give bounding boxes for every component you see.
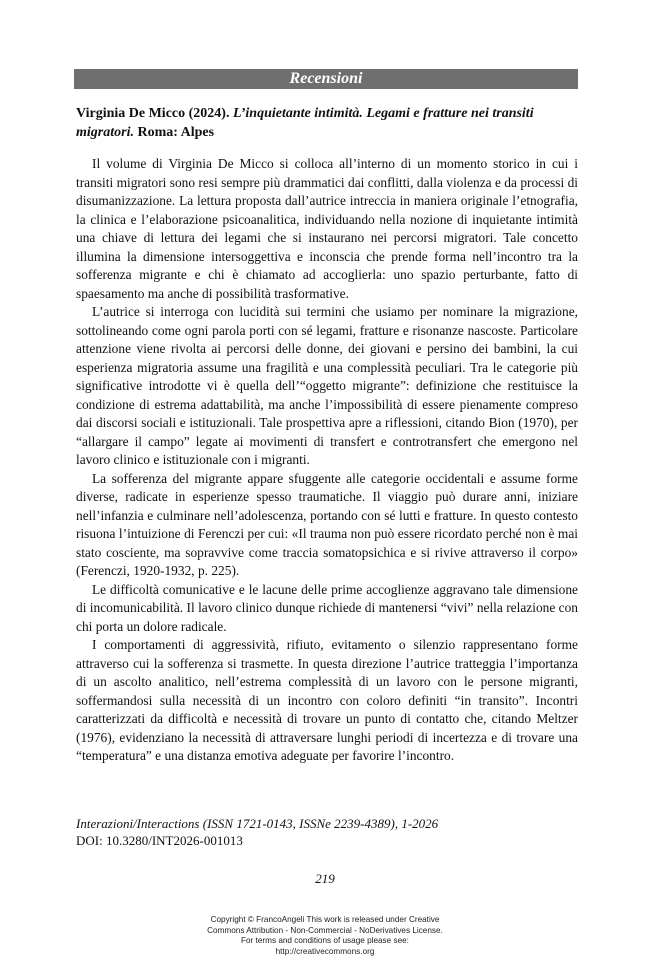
paragraph: La sofferenza del migrante appare sfuggente alle categorie occidentali e assume forme diverse, radicate in esperienze spesso traumatiche. Il viaggio può durare anni, iniziare nell’infanzia e culminare nell’adolescenza, portando con sé lutti e fratture. In questo contesto risuona l’intuizione di Ferenczi per cui: «Il trauma non può essere ricordato perché non è mai stato cosciente, ma sopravvive come traccia somatopsichica e si rivive attraverso il corpo» (Ferenczi, 1920-1932, p. 225).	[76, 470, 578, 578]
license-line: Commons Attribution - Non-Commercial - NoDerivatives License.	[207, 925, 443, 935]
book-publisher: Roma: Alpes	[137, 125, 215, 140]
book-author: Virginia De Micco (2024).	[76, 106, 230, 121]
section-label: Recensioni	[289, 70, 363, 87]
review-heading	[76, 104, 576, 142]
paragraph: L’autrice si interroga con lucidità sui termini che usiamo per nominare la migrazione, sottolineando come ogni parola porti con sé legami, fratture e risonanze nascoste. Particolare attenzione viene rivolta ai percorsi delle donne, dei giovani e persino dei bambini, la cui esperienza migratoria assume una fragilità e una complessità peculiari. Tra le categorie più significative introdotte vi è quella dell’“oggetto migrante”: definizione che restituisce la condizione di estrema adattabilità, ma anche l’impossibilità di essere pienamente compreso dai discorsi sociali e istituzionali. Tale prospettiva apre a riflessioni, citando Bion (1970), per “allargare il campo” legate ai movimenti di transfert e controtransfert che emergono nel lavoro clinico e istituzionale con i migranti.	[76, 304, 578, 467]
paragraph: Il volume di Virginia De Micco si colloca all’interno di un momento storico in cui i transiti migratori sono resi sempre più drammatici dai conflitti, dalla violenza e da processi di disumanizzazione. La lettura proposta dall’autrice intreccia in maniera originale l’etnografia, la clinica e l’elaborazione psicoanalitica, individuando nella nozione di inquietante intimità una chiave di lettura dei legami che si instaurano nei percorsi migratori. Tale concetto illumina la dimensione intersoggettiva e inconscia che prende forma nell’incontro tra la sofferenza migrante e chi è chiamato ad accoglierla: uno spazio perturbante, fatto di spaesamento ma anche di possibilità trasformative.	[76, 156, 578, 301]
paragraph: I comportamenti di aggressività, rifiuto, evitamento o silenzio rappresentano forme attraverso cui la sofferenza si trasmette. In questa direzione l’autrice tratteggia l’importanza di un ascolto analitico, nell’estrema complessità di un lavoro con le persone migranti, soffermandosi sulla necessità di un incontro con coloro definiti “in transito”. Incontri caratterizzati da difficoltà e necessità di trovare un punto di contatto che, citando Meltzer (1976), evidenziano la necessità di attraversare lunghi periodi di incertezza e di trovare una “temperatura” e una distanza emotiva adeguate per favorire l’incontro.	[76, 637, 578, 763]
section-header	[74, 69, 578, 89]
license-notice	[0, 915, 650, 957]
license-line: Copyright © FrancoAngeli This work is released under Creative	[210, 915, 440, 924]
review-body	[76, 155, 578, 766]
page-number: 219	[315, 871, 335, 886]
paragraph: Le difficoltà comunicative e le lacune delle prime accoglienze aggravano tale dimensione di incomunicabilità. Il lavoro clinico dunque richiede di mantenersi “vivi” nella relazione con chi porta un dolore radicale.	[76, 581, 578, 634]
book-title: L’inquietante intimità. Legami e fratture nei transiti migratori.	[76, 106, 534, 140]
doi: DOI: 10.3280/INT2026-001013	[76, 833, 243, 848]
journal-footer	[76, 815, 576, 849]
journal-citation: Interazioni/Interactions (ISSN 1721-0143, ISSNe 2239-4389), 1-2026	[76, 816, 439, 831]
license-line: For terms and conditions of usage please see:	[241, 936, 409, 945]
license-link[interactable]: http://creativecommons.org	[275, 946, 375, 956]
